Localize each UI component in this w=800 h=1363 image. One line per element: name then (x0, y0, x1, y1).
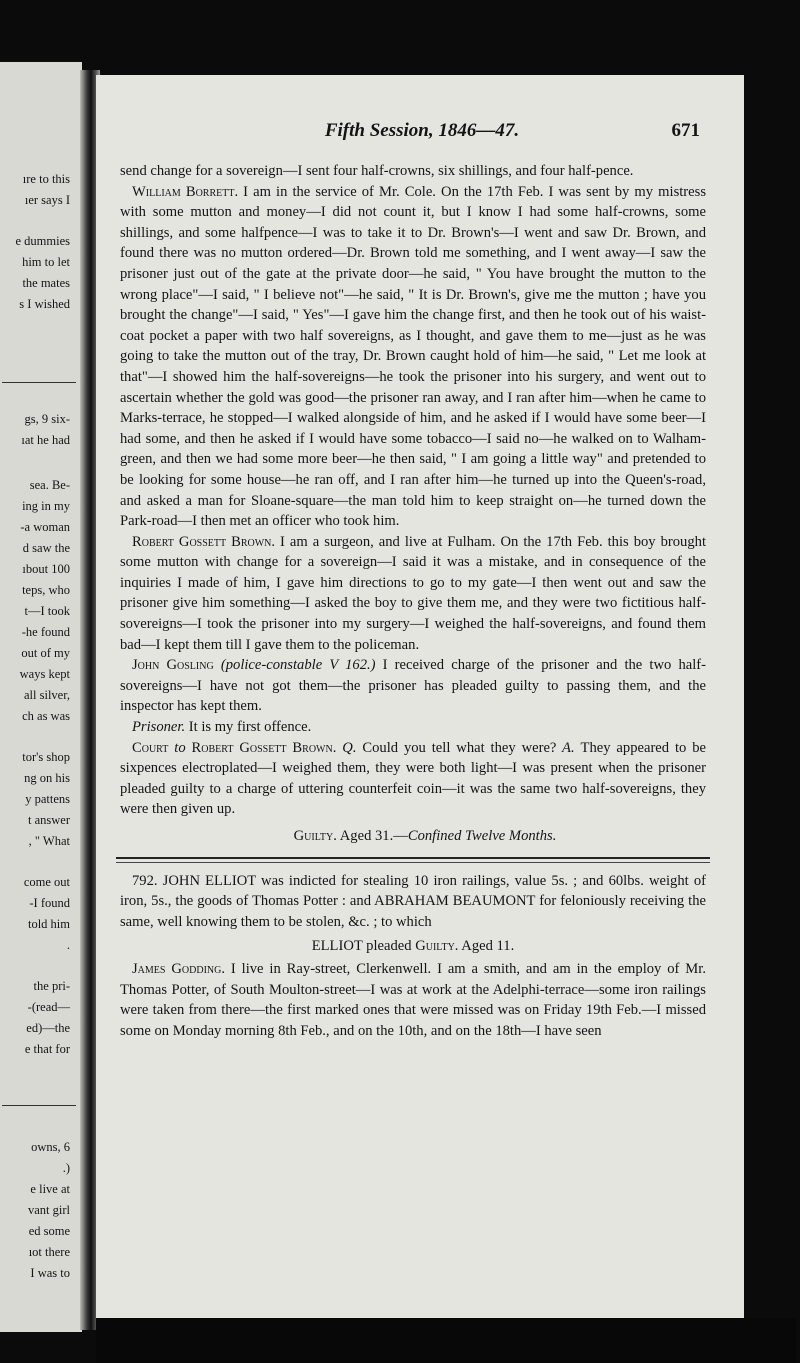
to-word: to (168, 739, 192, 756)
left-page-line: ing in my (22, 499, 70, 513)
left-page-line: all silver, (23, 688, 70, 702)
left-page-line: owns, 6 (31, 1140, 70, 1154)
page-number: 671 (671, 120, 700, 141)
left-page-line: d saw the (22, 541, 70, 555)
testimony-text: I received charge of the prisoner and the two half-sovereigns—I have not got them—the prisoner has pleaded guilty to passing them, and the inspector has kept them. (120, 657, 707, 715)
testimony-text: I am a surgeon, and live at Fulham. On the 17th Feb. this boy brought some mutton with change for a sovereign—I said it was a mistake, and in consequence of the inquiries I made of him, I gave him directions to go to my gate—I then went out and saw the prisoner give him something—I asked the boy to give them me, and they were two fictitious half-sovereigns—I took the prisoner into my surgery—I weighed the half-sovereigns, and found them bad—I kept them till I gave them to the policeman. (120, 533, 706, 653)
answer-marker: A. (556, 739, 581, 756)
speaker-name: William Borrett. (132, 183, 239, 200)
left-page-line: t—I took (24, 604, 70, 618)
case-792 (120, 871, 706, 1042)
speaker-name: James Godding. (132, 960, 225, 977)
scan-bottom-edge (96, 1318, 796, 1363)
court-label: Court (132, 739, 169, 756)
left-page-line: ways kept (19, 667, 70, 681)
left-page-line: -(read— (27, 1000, 70, 1014)
testimony-james-godding (120, 959, 706, 1041)
left-page-line: out of my (21, 646, 70, 660)
running-head: Fifth Session, 1846—47. (324, 120, 520, 141)
testimony-john-gosling (120, 655, 706, 717)
testimony-text: I am in the service of Mr. Cole. On the 17th Feb. I was sent by my mistress with some mutton and money—I did not count it, but I know I had some half-crowns, some shillings, and some halfpence—I was to take it to Dr. Brown's—I went and saw Dr. Brown, and found there was no mutton ordered—Dr. Brown told me something, and I went away—I saw the prisoner just out of the gate at the private door—he said, " You have brought the mutton to the wrong place"—I said, " I believe not"—he said, " It is Dr. Brown's, give me the mutton ; have you brought the change"—I said, " Yes"—I gave him the change first, and then he took out of his waist-coat pocket a paper with two half sovereigns, as I thought, and gave them to me—just as he was going to take the mutton out of the tray, Dr. Brown caught hold of him—he said, " Let me look at that"—I showed him the half-sovereigns—he took the prisoner into his surgery, and went out to ascertain whether the gold was good—the prisoner ran away, and I ran after him—when he came to Marks-terrace, he stopped—I walked alongside of him, and he asked if I would have some beer—I had some, and then he asked if I would have some tobacco—I said no—he walked on to Walham-green, and then we had some more beer—he then said, " I am going a little way" and pretended to be looking for some house—he ran off, and I ran after him—he turned up into the Queen's-road, and asked a man for Sloane-square—the man told him to keep straight on—he turned down the Park-road—I then met an officer who took him. (120, 183, 706, 530)
testimony-william-borrett (120, 182, 706, 532)
left-page-line: ıer says I (24, 193, 70, 207)
speaker-name: Robert Gossett Brown. (132, 533, 276, 550)
left-page-line: come out (23, 875, 70, 889)
book-page (96, 75, 744, 1325)
witness-name: Robert Gossett Brown. (191, 739, 337, 756)
testimony-text: I live in Ray-street, Clerkenwell. I am a smith, and am in the employ of Mr. Thomas Potter, of South Moulton-street—I was at work at the Adelphi-terrace—some iron railings were taken from there—the first marked ones that were missed was on Friday 19th Feb.—I missed some on Monday morning 8th Feb., and on the 10th, and on the 18th—I have seen (120, 960, 706, 1039)
verdict-line (120, 826, 706, 847)
left-page-line: -he found (21, 625, 70, 639)
question-text: Could you tell what they were? (362, 739, 557, 756)
question-marker: Q. (336, 739, 363, 756)
left-page-line: e dummies (15, 234, 70, 248)
left-page-line: .) (62, 1161, 70, 1175)
left-page-line: ıot there (28, 1245, 70, 1259)
verdict-age: Aged 31.— (336, 828, 408, 844)
left-page-rule (2, 1105, 76, 1106)
left-page-line: tor's shop (22, 750, 70, 764)
left-page-rule (2, 382, 76, 383)
plea-line (120, 936, 706, 957)
left-page-line: ed some (28, 1224, 70, 1238)
left-page-line: ch as was (22, 709, 70, 723)
indictment-text: JOHN ELLIOT was indicted for stealing 10 iron railings, value 5s. ; and 60lbs. weight of iron, 5s., the goods of Thomas Potter : and ABRAHAM BEAUMONT for feloniously receiving the same, well knowing them to be stolen, &c. ; to which (120, 872, 706, 930)
left-page-line: sea. Be- (29, 478, 70, 492)
left-page-line: ıre to this (22, 172, 70, 186)
testimony-robert-gossett-brown (120, 532, 706, 656)
left-page-line: . (66, 938, 70, 952)
left-page-line: ıat he had (21, 433, 70, 447)
speaker-role: (police-constable V 162.) (220, 657, 376, 674)
left-page-line: I was to (30, 1266, 70, 1280)
left-page-line: told him (27, 917, 70, 931)
answer-text: They appeared to be sixpences electroplated—I weighed them, they were both light—I was present when the prisoner pleaded guilty to a charge of uttering counterfeit coin—it was the same two half-sovereigns, they were then given up. (120, 739, 707, 818)
left-page-line: e that for (24, 1042, 70, 1056)
case-indictment (120, 871, 706, 933)
left-page-line: y pattens (25, 792, 70, 806)
speaker-name: John Gosling (132, 657, 214, 674)
case-divider (116, 857, 710, 863)
left-page-line: e live at (30, 1182, 70, 1196)
left-page-line: , " What (28, 834, 70, 848)
plea-name: ELLIOT pleaded (311, 938, 416, 955)
left-page-line: ed)—the (26, 1021, 70, 1035)
verdict-sentence: Confined Twelve Months. (407, 828, 557, 844)
verdict-guilty: Guilty. (293, 828, 337, 844)
left-page-line: him to let (22, 255, 70, 269)
left-page-line: vant girl (27, 1203, 70, 1217)
plea-age: Aged 11. (458, 938, 515, 955)
left-page-line: -I found (29, 896, 70, 910)
prisoner-statement (120, 717, 706, 738)
court-examination (120, 738, 706, 820)
statement-text: It is my first offence. (185, 719, 312, 736)
speaker-name: Prisoner. (132, 719, 186, 736)
plea-guilty: Guilty. (415, 938, 459, 955)
page-header (214, 120, 700, 150)
left-page-line: t answer (28, 813, 70, 827)
left-page-line: -a woman (20, 520, 70, 534)
case-number: 792. (132, 872, 158, 889)
facing-left-page (0, 62, 82, 1332)
page-text (120, 161, 706, 1041)
left-page-line: teps, who (22, 583, 70, 597)
left-page-line: ıbout 100 (22, 562, 70, 576)
left-page-line: gs, 9 six- (24, 412, 70, 426)
paragraph-continuation: send change for a sovereign—I sent four half-crowns, six shillings, and four half-pence. (120, 163, 634, 179)
left-page-line: the mates (22, 276, 70, 290)
left-page-line: ng on his (24, 771, 70, 785)
left-page-line: s I wished (19, 297, 70, 311)
left-page-line: the pri- (33, 979, 70, 993)
